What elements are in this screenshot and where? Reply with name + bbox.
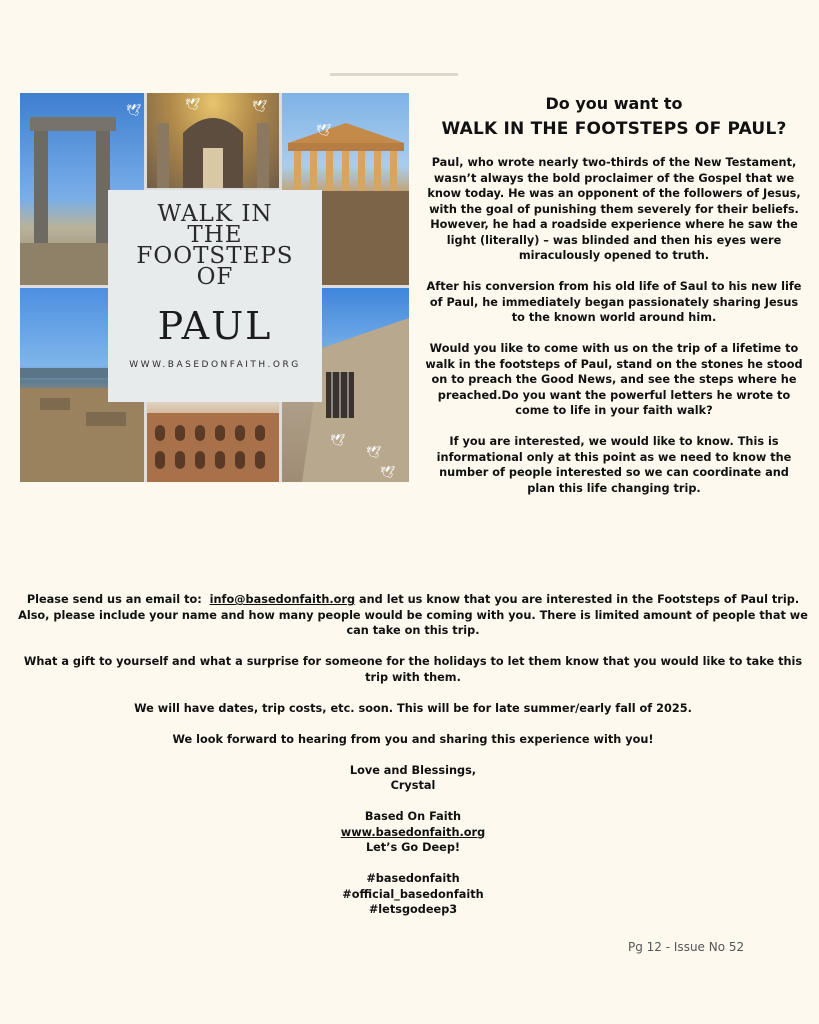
collage-title-line: FOOTSTEPS [136,243,294,269]
hashtags [18,871,808,918]
paragraph: Paul, who wrote nearly two-thirds of the New Testament, wasn’t always the bold proclaimer of the Gospel that we know today. He was an opponent of the followers of Jesus, with the goal of punishing them severely for their beliefs. However, he had a roadside experience where he saw the light (literally) – was blinded and then his eyes were miraculously opened to truth. [427,156,801,262]
heading-title: WALK IN THE FOOTSTEPS OF PAUL? [441,119,787,139]
dove-icon: 🕊 [330,433,346,447]
photo-colosseum [147,393,279,482]
closing: Love and Blessings, [349,763,477,777]
tagline: Let’s Go Deep! [365,841,461,854]
intro-column [424,92,804,512]
dove-icon: 🕊 [316,123,332,137]
look-forward-paragraph: We look forward to hearing from you and sharing this experience with you! [172,732,654,746]
heading-question: Do you want to [545,94,683,113]
email-link[interactable]: info@basedonfaith.org [209,593,356,606]
paragraph: Would you like to come with us on the trip of a lifetime to walk in the footsteps of Paul, stand on the stones he stood on to preach the Good News, and see the steps where he preached.Do you want the powerful letters he wrote to come to life in your faith walk? [425,342,803,417]
collage-title-card [108,190,322,402]
org-name: Based On Faith [364,810,462,823]
signature: Crystal [390,779,436,792]
dove-icon: 🕊 [252,99,268,113]
collage-title-line: WALK IN [157,201,273,227]
hashtag: #basedonfaith [366,872,460,885]
paragraph: After his conversion from his old life of Saul to his new life of Paul, he immediately began passionately sharing Jesus to the known world around him. [426,280,802,324]
website-link[interactable]: www.basedonfaith.org [340,825,486,839]
dove-icon: 🕊 [185,97,201,111]
hashtag: #official_basedonfaith [342,887,484,901]
email-suffix: and let us know that you are interested in the Footsteps of Paul trip. Also, please include your name and how many people would be coming with you. There is limited amount of people that we can take on this trip. [18,593,808,637]
org-block [18,809,808,856]
page-number: Pg 12 - Issue No 52 [628,940,745,954]
collage-title-line: THE [187,222,243,248]
email-paragraph [18,592,808,639]
email-prefix: Please send us an email to: [26,593,202,606]
collage-title-line: OF [196,264,234,290]
collage-title [108,201,322,290]
paragraph: If you are interested, we would like to know. This is informational only at this point as we need to know the number of people interested so we can coordinate and plan this life changing trip. [436,435,792,495]
collage-name: PAUL [157,304,273,348]
colosseum-illustration [147,393,279,482]
hashtag: #letsgodeep3 [368,903,458,916]
contact-section [18,592,808,933]
gift-paragraph: What a gift to yourself and what a surprise for someone for the holidays to let them know that you would like to take this trip with them. [23,655,803,684]
signoff [18,763,808,794]
photo-collage [20,93,409,482]
dove-icon: 🕊 [380,465,396,479]
faint-caption-line [330,73,458,76]
collage-website: WWW.BASEDONFAITH.ORG [129,360,301,370]
dates-paragraph: We will have dates, trip costs, etc. soon. This will be for late summer/early fall of 2025. [134,701,692,715]
dove-icon: 🕊 [366,445,382,459]
dove-icon: 🕊 [126,103,142,117]
